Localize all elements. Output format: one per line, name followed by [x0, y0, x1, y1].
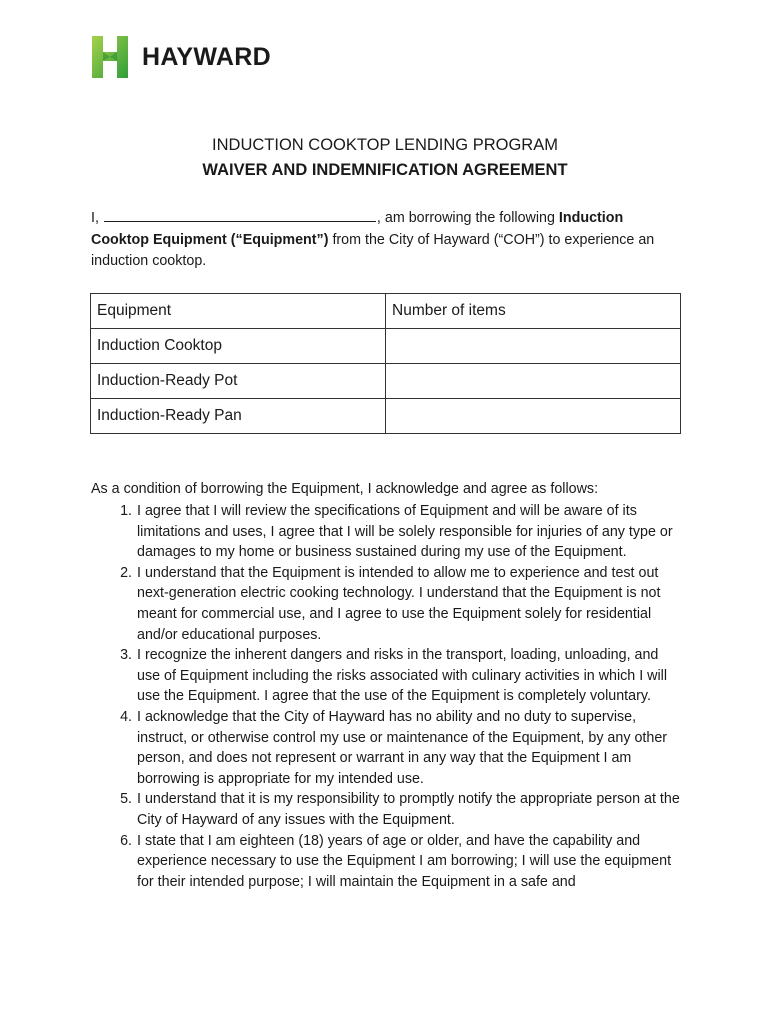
intro-equipment-bold: Induction Cooktop Equipment (“Equipment”): [91, 210, 624, 248]
list-item: 5. I understand that it is my responsibility to promptly notify the appropriate person at the City of Hayward of any issues with the Equipment.: [136, 789, 681, 830]
header-number-of-items: Number of items: [386, 294, 681, 329]
list-item: 1. I agree that I will review the specifications of Equipment and will be aware of its limitations and uses, I agree that I will be solely responsible for injuries of any type or damages to my home or business sustained during my use of the Equipment.: [136, 501, 681, 563]
count-cell[interactable]: [386, 399, 681, 434]
intro-paragraph: [91, 207, 681, 273]
name-blank-field[interactable]: [104, 207, 376, 222]
equipment-cell: Induction-Ready Pot: [91, 364, 386, 399]
hayward-logo: [92, 36, 271, 78]
conditions-list: [91, 501, 681, 892]
intro-suffix: from the City of Hayward (“COH”) to experience an induction cooktop.: [91, 231, 655, 269]
count-cell[interactable]: [386, 329, 681, 364]
hayward-h-logo-icon: [92, 36, 128, 78]
logo-text: HAYWARD: [142, 42, 271, 71]
table-header-row: [91, 294, 681, 329]
table-row: [91, 329, 681, 364]
list-item: 6. I state that I am eighteen (18) years of age or older, and have the capability and experience necessary to use the Equipment I am borrowing; I will use the equipment for their intended purpose; I will maintain the Equipment in a safe and: [136, 831, 681, 893]
conditions-intro: As a condition of borrowing the Equipment, I acknowledge and agree as follows:: [91, 481, 599, 497]
agreement-title: WAIVER AND INDEMNIFICATION AGREEMENT: [202, 161, 568, 179]
equipment-cell: Induction-Ready Pan: [91, 399, 386, 434]
program-title: INDUCTION COOKTOP LENDING PROGRAM: [212, 136, 558, 154]
list-item: 3. I recognize the inherent dangers and risks in the transport, loading, unloading, and use of Equipment including the risks associated with culinary activities in which I will use the Equipment. I agree that the use of the Equipment is completely voluntary.: [136, 645, 681, 707]
equipment-cell: Induction Cooktop: [91, 329, 386, 364]
list-item: 4. I acknowledge that the City of Hayward has no ability and no duty to supervise, instruct, or otherwise control my use or maintenance of the Equipment, by any other person, and does not represent or warrant in any way that the Equipment I am borrowing is appropriate for my intended use.: [136, 707, 681, 789]
equipment-table: [90, 293, 681, 434]
count-cell[interactable]: [386, 364, 681, 399]
table-row: [91, 399, 681, 434]
list-item: 2. I understand that the Equipment is intended to allow me to experience and test out next-generation electric cooking technology. I understand that the Equipment is not meant for commercial use, and I agree to use the Equipment solely for residential and/or educational purposes.: [136, 563, 681, 645]
header-equipment: Equipment: [91, 294, 386, 329]
intro-mid: , am borrowing the following: [376, 210, 559, 226]
table-row: [91, 364, 681, 399]
intro-prefix: I,: [91, 210, 103, 226]
